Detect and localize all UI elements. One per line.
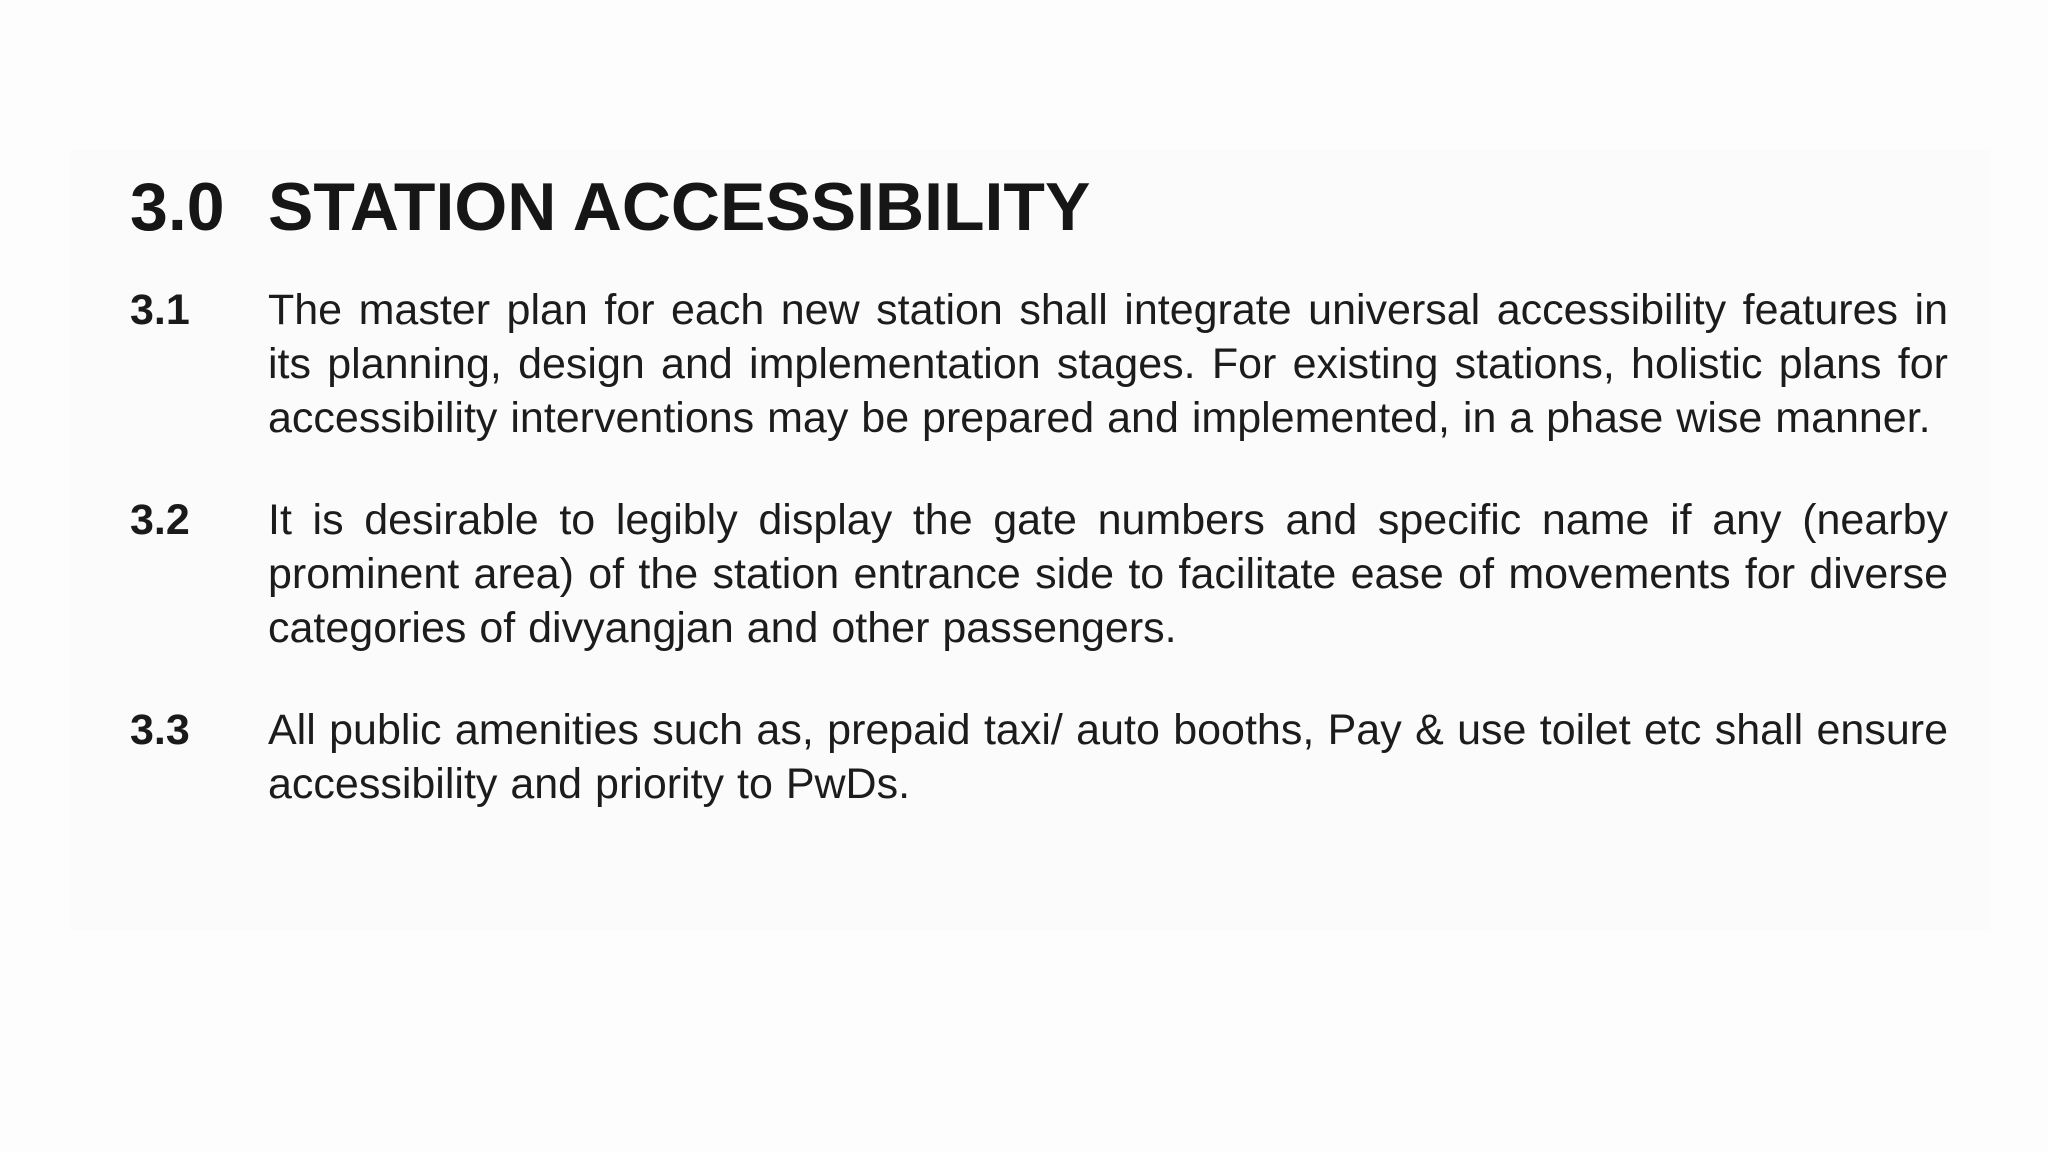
clause-3-1 xyxy=(130,283,1950,445)
clause-text: All public amenities such as, prepaid taxi/ auto booths, Pay & use toilet etc shall ensure accessibility and priority to PwDs. xyxy=(268,705,1948,808)
clause-number: 3.1 xyxy=(130,285,190,334)
clause-text: The master plan for each new station shall integrate universal accessibility features in its planning, design and implementation stages. For existing stations, holistic plans for accessibility interventions may be prepared and implemented, in a phase wise manner. xyxy=(268,285,1948,442)
document-page xyxy=(130,170,1950,859)
clause-3-2 xyxy=(130,493,1950,655)
section-title: STATION ACCESSIBILITY xyxy=(268,169,1091,245)
clause-3-3 xyxy=(130,703,1950,811)
clause-number: 3.2 xyxy=(130,495,190,544)
section-number: 3.0 xyxy=(130,169,225,245)
section-heading xyxy=(130,170,1950,245)
clause-number: 3.3 xyxy=(130,705,190,754)
clause-text: It is desirable to legibly display the gate numbers and specific name if any (nearby prominent area) of the station entrance side to facilitate ease of movements for diverse categories of divyangjan and other passengers. xyxy=(268,495,1948,652)
